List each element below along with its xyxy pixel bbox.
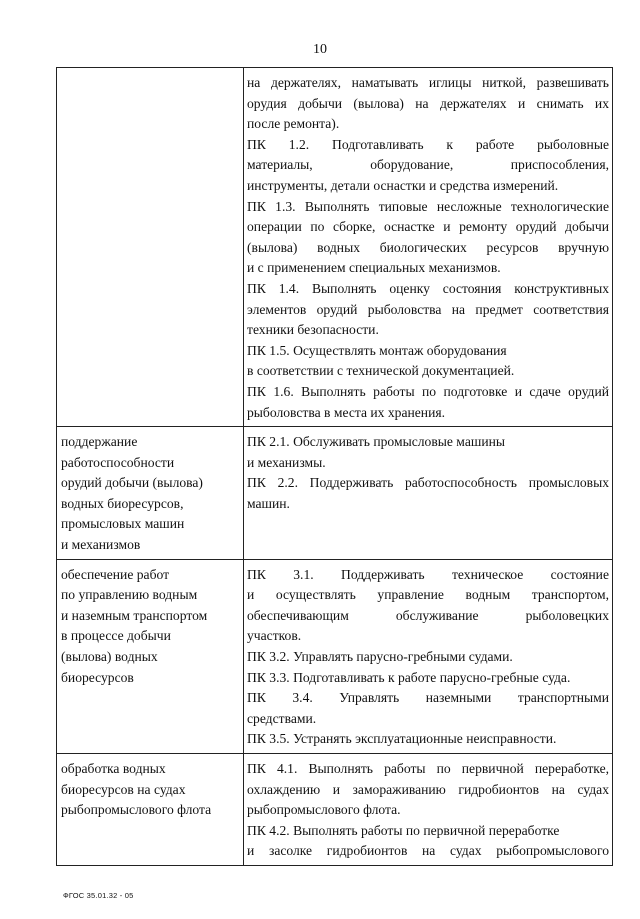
competency-line: ПК 3.1. Поддерживать техническое состояние: [247, 566, 609, 582]
competency-line: участков.: [247, 628, 302, 644]
competency-line: инструменты, детали оснастки и средства измерений.: [247, 177, 559, 193]
competency-line: ПК 2.2. Поддерживать работоспособность промысловых: [247, 475, 609, 491]
activity-area-cell: [57, 68, 244, 427]
competency-line: в соответствии с технической документацией.: [247, 363, 515, 379]
competency-line: рыбопромыслового флота.: [247, 802, 401, 818]
competency-line: элементов орудий рыболовства на предмет соответствия: [247, 301, 609, 317]
table-row: [57, 427, 613, 560]
activity-area-line: (вылова) водных: [61, 649, 158, 665]
document-code: ФГОС 35.01.32 - 05: [63, 891, 134, 900]
competency-line: ПК 4.1. Выполнять работы по первичной переработке,: [247, 761, 609, 776]
activity-area-line: в процессе добычи: [61, 628, 171, 644]
competency-line: техники безопасности.: [247, 322, 379, 338]
page-number: 10: [313, 42, 327, 57]
competency-cell: [244, 68, 613, 427]
competency-cell: [244, 754, 613, 866]
activity-area-line: поддержание: [61, 434, 138, 450]
table-row: [57, 559, 613, 753]
competency-cell: [244, 427, 613, 560]
competency-line: (вылова) водных биологических ресурсов вручную: [247, 239, 609, 255]
activity-area-line: работоспособности: [61, 454, 175, 470]
competency-line: орудия добычи (вылова) на держателях и снимать их: [247, 95, 609, 111]
activity-area-line: биоресурсов: [61, 669, 134, 685]
table-body: [57, 68, 613, 866]
competency-line: обеспечивающим обслуживание рыболовецких: [247, 607, 609, 623]
activity-area-line: и наземным транспортом: [61, 607, 208, 623]
activity-area-line: орудий добычи (вылова): [61, 475, 203, 491]
activity-area-line: обеспечение работ: [61, 566, 170, 582]
activity-area-line: по управлению водным: [61, 587, 198, 603]
competency-line: ПК 1.3. Выполнять типовые несложные технологические: [247, 198, 609, 214]
activity-area-line: биоресурсов на судах: [61, 781, 186, 797]
competency-line: и механизмы.: [247, 454, 326, 470]
activity-area-line: и механизмов: [61, 537, 141, 553]
competency-line: средствами.: [247, 710, 317, 726]
competency-line: ПК 3.2. Управлять парусно-гребными судами.: [247, 649, 513, 665]
competency-line: ПК 1.5. Осуществлять монтаж оборудования: [247, 342, 507, 358]
competency-line: ПК 4.2. Выполнять работы по первичной переработке: [247, 822, 560, 838]
competency-line: рыболовства в места их хранения.: [247, 404, 445, 420]
competency-line: ПК 1.2. Подготавливать к работе рыболовные: [247, 136, 609, 152]
competency-line: ПК 1.4. Выполнять оценку состояния конструктивных: [247, 280, 609, 296]
competency-line: ПК 3.5. Устранять эксплуатационные неисправности.: [247, 731, 557, 747]
competency-line: ПК 3.3. Подготавливать к работе парусно-гребные суда.: [247, 669, 571, 685]
competency-line: и засолке гидробионтов на судах рыбопромыслового: [247, 843, 609, 859]
activity-area-cell: [57, 754, 244, 866]
competency-line: и с применением специальных механизмов.: [247, 260, 501, 276]
competency-line: операции по сборке, оснастке и ремонту орудий добычи: [247, 219, 609, 235]
activity-area-line: водных биоресурсов,: [61, 495, 184, 511]
activity-area-line: промысловых машин: [61, 516, 185, 532]
competency-line: машин.: [247, 495, 290, 511]
table-row: [57, 68, 613, 427]
activity-area-cell: [57, 427, 244, 560]
competency-table: [56, 67, 613, 866]
competency-line: на держателях, наматывать иглицы ниткой, развешивать: [247, 75, 609, 90]
competency-line: материалы, оборудование, приспособления,: [247, 157, 609, 173]
activity-area-cell: [57, 559, 244, 753]
competency-cell: [244, 559, 613, 753]
competency-line: после ремонта).: [247, 116, 340, 132]
table-row: [57, 754, 613, 866]
competency-line: ПК 1.6. Выполнять работы по подготовке и сдаче орудий: [247, 383, 609, 399]
competency-line: ПК 3.4. Управлять наземными транспортными: [247, 690, 609, 706]
activity-area-line: обработка водных: [61, 761, 166, 776]
activity-area-line: рыбопромыслового флота: [61, 802, 212, 818]
competency-line: охлаждению и замораживанию гидробионтов на судах: [247, 781, 609, 797]
competency-line: ПК 2.1. Обслуживать промысловые машины: [247, 434, 506, 450]
competency-line: и осуществлять управление водным транспортом,: [247, 587, 609, 603]
